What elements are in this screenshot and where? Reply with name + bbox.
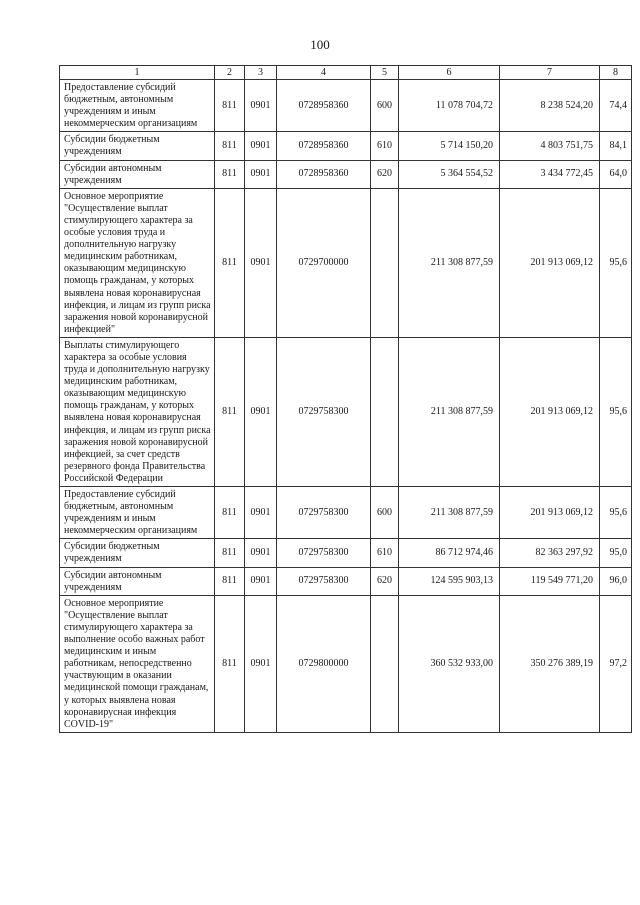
row-expense-cell: 600 [371,487,399,539]
row-plan-cell: 86 712 974,46 [399,539,500,567]
page-number: 100 [310,37,330,52]
row-target-cell: 0729758300 [277,487,371,539]
table-row [60,487,632,539]
row-plan-cell: 360 532 933,00 [399,595,500,732]
row-name-cell: Основное мероприятие "Осуществление выплат стимулирующего характера за особые условия труда и дополнительную нагрузку медицинским работникам, оказывающим медицинскую помощь гражданам, у которых выявлена новая коронавирусная инфекция, и лицам из групп риска заражения новой коронавирусной инфекцией" [60,188,215,337]
row-percent-cell: 95,6 [600,487,632,539]
row-target-cell: 0729758300 [277,539,371,567]
row-actual-cell: 201 913 069,12 [500,487,600,539]
row-expense-cell: 620 [371,567,399,595]
row-name-cell: Субсидии автономным учреждениям [60,567,215,595]
row-name-cell: Основное мероприятие "Осуществление выплат стимулирующего характера за выполнение особо важных работ медицинским и иным работникам, непосредственно участвующим в оказании медицинской помощи гражданам, у которых выявлена новая коронавирусная инфекция COVID-19" [60,595,215,732]
row-name-cell: Субсидии автономным учреждениям [60,160,215,188]
row-target-cell: 0728958360 [277,160,371,188]
row-actual-cell: 4 803 751,75 [500,132,600,160]
column-header: 1 [60,66,215,80]
table-row [60,539,632,567]
row-actual-cell: 3 434 772,45 [500,160,600,188]
row-target-cell: 0729758300 [277,567,371,595]
row-target-cell: 0729700000 [277,188,371,337]
row-name-cell: Субсидии бюджетным учреждениям [60,539,215,567]
row-code-cell: 811 [215,80,245,132]
row-percent-cell: 96,0 [600,567,632,595]
row-actual-cell: 201 913 069,12 [500,188,600,337]
row-actual-cell: 119 549 771,20 [500,567,600,595]
row-code-cell: 811 [215,487,245,539]
row-target-cell: 0728958360 [277,132,371,160]
row-name-cell: Субсидии бюджетным учреждениям [60,132,215,160]
row-expense-cell: 600 [371,80,399,132]
row-plan-cell: 211 308 877,59 [399,487,500,539]
column-header: 7 [500,66,600,80]
column-header: 8 [600,66,632,80]
column-header: 6 [399,66,500,80]
row-section-cell: 0901 [245,595,277,732]
row-section-cell: 0901 [245,160,277,188]
row-name-cell: Предоставление субсидий бюджетным, автономным учреждениям и иным некоммерческим организациям [60,80,215,132]
row-plan-cell: 124 595 903,13 [399,567,500,595]
row-plan-cell: 5 714 150,20 [399,132,500,160]
row-code-cell: 811 [215,160,245,188]
table-row [60,132,632,160]
row-section-cell: 0901 [245,487,277,539]
column-header: 5 [371,66,399,80]
row-percent-cell: 95,0 [600,539,632,567]
table-row [60,160,632,188]
row-percent-cell: 97,2 [600,595,632,732]
table-row [60,80,632,132]
row-actual-cell: 82 363 297,92 [500,539,600,567]
row-section-cell: 0901 [245,539,277,567]
table-header-row [60,66,632,80]
row-section-cell: 0901 [245,132,277,160]
row-name-cell: Предоставление субсидий бюджетным, автономным учреждениям и иным некоммерческим организациям [60,487,215,539]
column-header: 2 [215,66,245,80]
row-plan-cell: 5 364 554,52 [399,160,500,188]
row-code-cell: 811 [215,595,245,732]
row-name-cell: Выплаты стимулирующего характера за особые условия труда и дополнительную нагрузку медицинским работникам, оказывающим медицинскую помощь гражданам, у которых выявлена новая коронавирусная инфекция, и лицам из групп риска заражения новой коронавирусной инфекцией, за счет средств резервного фонда Правительства Российской Федерации [60,337,215,486]
row-actual-cell: 8 238 524,20 [500,80,600,132]
row-percent-cell: 84,1 [600,132,632,160]
row-expense-cell: 620 [371,160,399,188]
row-code-cell: 811 [215,188,245,337]
budget-table [59,65,632,733]
row-plan-cell: 11 078 704,72 [399,80,500,132]
row-section-cell: 0901 [245,188,277,337]
row-expense-cell: 610 [371,132,399,160]
row-code-cell: 811 [215,567,245,595]
row-target-cell: 0729758300 [277,337,371,486]
row-target-cell: 0728958360 [277,80,371,132]
row-section-cell: 0901 [245,337,277,486]
table-row [60,188,632,337]
row-expense-cell [371,337,399,486]
row-percent-cell: 95,6 [600,188,632,337]
row-percent-cell: 74,4 [600,80,632,132]
row-actual-cell: 350 276 389,19 [500,595,600,732]
row-expense-cell [371,595,399,732]
row-actual-cell: 201 913 069,12 [500,337,600,486]
row-code-cell: 811 [215,337,245,486]
table-row [60,337,632,486]
row-plan-cell: 211 308 877,59 [399,188,500,337]
row-percent-cell: 64,0 [600,160,632,188]
row-section-cell: 0901 [245,567,277,595]
row-percent-cell: 95,6 [600,337,632,486]
row-code-cell: 811 [215,132,245,160]
row-target-cell: 0729800000 [277,595,371,732]
row-plan-cell: 211 308 877,59 [399,337,500,486]
row-expense-cell: 610 [371,539,399,567]
row-code-cell: 811 [215,539,245,567]
row-section-cell: 0901 [245,80,277,132]
table-row [60,595,632,732]
table-row [60,567,632,595]
column-header: 3 [245,66,277,80]
row-expense-cell [371,188,399,337]
column-header: 4 [277,66,371,80]
